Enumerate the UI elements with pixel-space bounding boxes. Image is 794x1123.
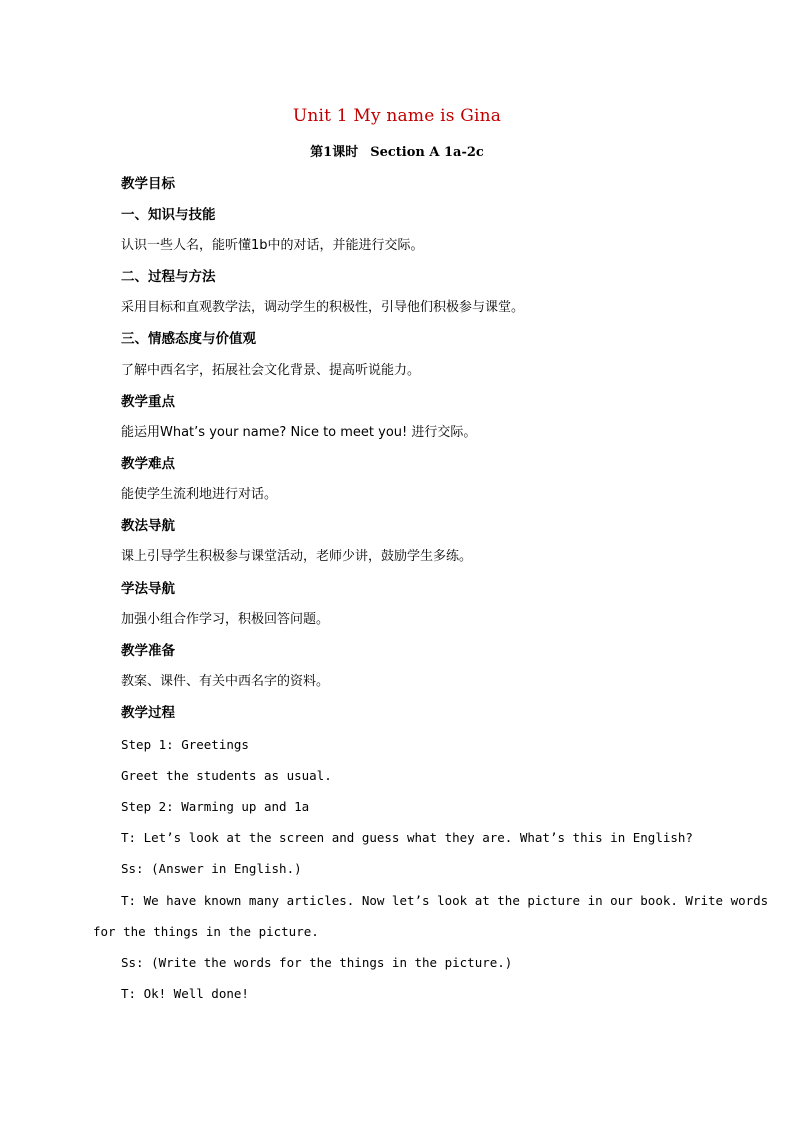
difficulty-heading: 教学难点 — [121, 456, 175, 472]
preparation-text: 教案、课件、有关中西名字的资料。 — [121, 674, 330, 689]
knowledge-heading: 一、知识与技能 — [121, 207, 216, 223]
step-2-label: Step 2: Warming up and 1a — [121, 799, 310, 814]
preparation-heading: 教学准备 — [121, 643, 175, 659]
study-method-text: 加强小组合作学习，积极回答问题。 — [121, 612, 330, 627]
step-1-text: Greet the students as usual. — [121, 768, 332, 783]
key-points-text: 能运用What’s your name? Nice to meet you! 进行交际。 — [121, 425, 477, 440]
study-method-heading: 学法导航 — [121, 581, 175, 597]
teacher-line-3: T: Ok! Well done! — [121, 986, 249, 1001]
students-line-1: Ss: (Answer in English.) — [121, 861, 302, 876]
step-1-label: Step 1: Greetings — [121, 737, 249, 752]
emotion-text: 了解中西名字，拓展社会文化背景、提高听说能力。 — [121, 363, 421, 378]
section-label: Section A 1a-2c — [370, 145, 484, 160]
teaching-method-heading: 教法导航 — [121, 518, 175, 534]
teaching-method-text: 课上引导学生积极参与课堂活动，老师少讲，鼓励学生多练。 — [121, 549, 473, 564]
students-line-2: Ss: (Write the words for the things in the picture.) — [121, 955, 513, 970]
teacher-line-2-continued: for the things in the picture. — [93, 924, 319, 939]
emotion-heading: 三、情感态度与价值观 — [121, 331, 256, 347]
lesson-number: 第1课时 — [310, 145, 359, 160]
page-title: Unit 1 My name is Gina — [292, 106, 502, 126]
teacher-line-2: T: We have known many articles. Now let’s look at the picture in our book. Write words — [121, 893, 769, 908]
difficulty-text: 能使学生流利地进行对话。 — [121, 487, 278, 502]
process-text: 采用目标和直观教学法，调动学生的积极性，引导他们积极参与课堂。 — [121, 300, 525, 315]
lesson-subtitle — [0, 143, 794, 163]
objectives-heading: 教学目标 — [121, 176, 175, 192]
procedure-heading: 教学过程 — [121, 705, 175, 721]
key-points-heading: 教学重点 — [121, 394, 175, 410]
process-heading: 二、过程与方法 — [121, 269, 216, 285]
teacher-line-1: T: Let’s look at the screen and guess what they are. What’s this in English? — [121, 830, 693, 845]
knowledge-text: 认识一些人名，能听懂1b中的对话，并能进行交际。 — [121, 238, 424, 253]
